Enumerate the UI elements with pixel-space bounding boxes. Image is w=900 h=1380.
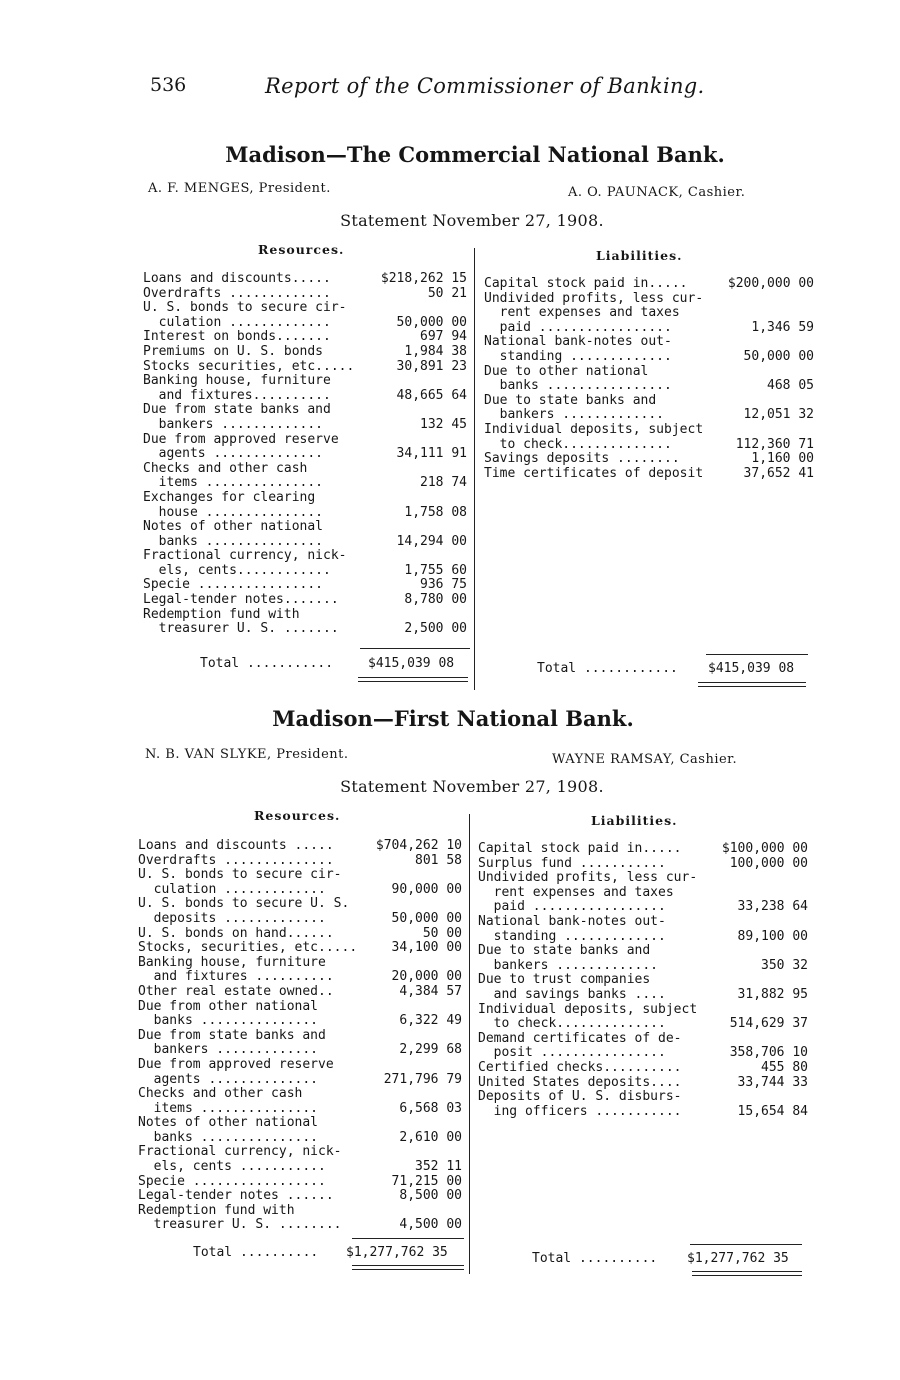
table-row — [143, 316, 473, 331]
row-label: banks ............... — [138, 1013, 319, 1029]
table-row — [484, 277, 814, 292]
president-line: A. F. MENGES, President. — [148, 181, 331, 196]
row-label: Demand certificates of de- — [478, 1030, 682, 1046]
total-label: Total .......... — [532, 1251, 658, 1266]
table-row — [138, 1175, 468, 1190]
row-label: Overdrafts ............. — [143, 285, 331, 301]
table-row — [478, 1032, 808, 1047]
table-row — [138, 912, 468, 927]
table-row — [143, 608, 473, 623]
row-amount: 15,654 84 — [737, 1103, 808, 1119]
row-label: Savings deposits ........ — [484, 451, 680, 467]
row-label: Surplus fund ........... — [478, 855, 666, 871]
table-row — [143, 345, 473, 360]
resources-table — [138, 839, 468, 1233]
table-row — [138, 1043, 468, 1058]
row-label: Other real estate owned.. — [138, 983, 334, 999]
table-row — [143, 491, 473, 506]
table-row — [138, 897, 468, 912]
row-label: to check.............. — [478, 1016, 666, 1032]
row-label: bankers ............. — [484, 407, 665, 423]
table-row — [143, 476, 473, 491]
double-rule — [692, 1275, 802, 1276]
table-row — [143, 301, 473, 316]
row-amount: 112,360 71 — [735, 436, 814, 452]
row-amount: 468 05 — [767, 378, 814, 394]
table-row — [143, 272, 473, 287]
row-amount: 352 11 — [415, 1159, 462, 1175]
table-row — [478, 988, 808, 1003]
row-label: Due from state banks and — [143, 402, 331, 418]
row-amount: 34,100 00 — [391, 940, 462, 956]
table-row — [484, 394, 814, 409]
table-row — [138, 1160, 468, 1175]
liabilities-heading: Liabilities. — [591, 813, 678, 828]
table-row — [478, 930, 808, 945]
row-label: Due from approved reserve — [138, 1056, 334, 1072]
row-label: Banking house, furniture — [138, 954, 326, 970]
row-amount: 33,238 64 — [737, 899, 808, 915]
table-row — [484, 438, 814, 453]
table-row — [478, 857, 808, 872]
total-rule — [706, 654, 808, 655]
row-label: posit ................ — [478, 1045, 666, 1061]
row-label: Certified checks.......... — [478, 1059, 682, 1075]
row-label: Fractional currency, nick- — [138, 1144, 342, 1160]
row-label: paid ................. — [478, 899, 666, 915]
row-amount: 2,299 68 — [399, 1042, 462, 1058]
table-row — [143, 403, 473, 418]
table-row — [143, 330, 473, 345]
double-rule — [352, 1265, 464, 1266]
row-label: Undivided profits, less cur- — [484, 290, 704, 306]
row-label: banks ............... — [138, 1129, 319, 1145]
row-label: Overdrafts .............. — [138, 852, 334, 868]
table-row — [478, 1105, 808, 1120]
row-label: treasurer U. S. ....... — [143, 621, 339, 637]
row-amount: 218 74 — [420, 475, 467, 491]
row-amount: 100,000 00 — [729, 855, 808, 871]
row-label: items ............... — [138, 1100, 319, 1116]
table-row — [478, 944, 808, 959]
row-label: items ............... — [143, 475, 324, 491]
table-row — [484, 335, 814, 350]
row-label: Notes of other national — [138, 1115, 319, 1131]
table-row — [138, 1058, 468, 1073]
row-amount: 14,294 00 — [396, 533, 467, 549]
row-label: Stocks securities, etc..... — [143, 358, 355, 374]
row-label: rent expenses and taxes — [484, 305, 680, 321]
table-row — [143, 433, 473, 448]
cashier-line: A. O. PAUNACK, Cashier. — [568, 185, 746, 200]
row-label: Notes of other national — [143, 519, 324, 535]
row-label: Due from other national — [138, 998, 319, 1014]
row-amount: 50,000 00 — [396, 314, 467, 330]
row-label: National bank-notes out- — [478, 913, 666, 929]
row-label: els, cents............ — [143, 562, 331, 578]
resources-table — [143, 272, 473, 637]
total-rule — [352, 1238, 464, 1239]
row-label: Deposits of U. S. disburs- — [478, 1089, 682, 1105]
row-label: Legal-tender notes....... — [143, 592, 339, 608]
table-row — [143, 447, 473, 462]
row-label: agents .............. — [138, 1071, 319, 1087]
row-amount: 936 75 — [420, 577, 467, 593]
statement-date: Statement November 27, 1908. — [340, 211, 604, 230]
row-amount: 31,882 95 — [737, 986, 808, 1002]
table-row — [484, 292, 814, 307]
row-amount: 358,706 10 — [729, 1045, 808, 1061]
table-row — [484, 467, 814, 482]
row-amount: 1,346 59 — [751, 319, 814, 335]
table-row — [484, 452, 814, 467]
table-row — [138, 970, 468, 985]
table-row — [484, 306, 814, 321]
row-label: Banking house, furniture — [143, 373, 331, 389]
table-row — [138, 956, 468, 971]
row-amount: 50,000 00 — [391, 910, 462, 926]
row-amount: 132 45 — [420, 416, 467, 432]
table-row — [484, 408, 814, 423]
table-row — [138, 1014, 468, 1029]
row-label: Due to other national — [484, 363, 649, 379]
row-label: Fractional currency, nick- — [143, 548, 347, 564]
row-amount: 34,111 91 — [396, 446, 467, 462]
table-row — [478, 900, 808, 915]
row-label: Capital stock paid in..... — [478, 841, 682, 856]
table-row — [138, 854, 468, 869]
row-label: rent expenses and taxes — [478, 884, 674, 900]
table-row — [138, 1204, 468, 1219]
table-row — [484, 321, 814, 336]
row-label: culation ............. — [143, 314, 331, 330]
row-amount: 8,500 00 — [399, 1188, 462, 1204]
total-resources: $415,039 08 — [368, 656, 455, 671]
table-row — [138, 1102, 468, 1117]
row-label: and fixtures.......... — [143, 387, 331, 403]
bank-title-first-national: Madison—First National Bank. — [272, 706, 634, 731]
row-amount: $200,000 00 — [727, 276, 814, 291]
row-label: house ............... — [143, 504, 324, 520]
total-label: Total ........... — [200, 656, 334, 671]
row-label: Due from state banks and — [138, 1027, 326, 1043]
table-row — [143, 578, 473, 593]
table-row — [138, 868, 468, 883]
row-amount: 89,100 00 — [737, 928, 808, 944]
row-amount: 455 80 — [761, 1059, 808, 1075]
row-label: Checks and other cash — [143, 460, 308, 476]
table-row — [138, 1000, 468, 1015]
table-row — [478, 1003, 808, 1018]
liabilities-table — [484, 277, 814, 481]
row-amount: 50,000 00 — [743, 348, 814, 364]
table-row — [138, 941, 468, 956]
double-rule — [352, 1269, 464, 1270]
president-line: N. B. VAN SLYKE, President. — [145, 747, 349, 762]
row-amount: $218,262 15 — [380, 271, 467, 286]
table-row — [143, 374, 473, 389]
row-label: ing officers ........... — [478, 1103, 682, 1119]
table-row — [478, 915, 808, 930]
table-row — [478, 973, 808, 988]
table-row — [484, 350, 814, 365]
row-label: bankers ............. — [138, 1042, 319, 1058]
row-label: Due to trust companies — [478, 972, 651, 988]
row-label: Individual deposits, subject — [478, 1001, 698, 1017]
row-label: United States deposits.... — [478, 1074, 682, 1090]
column-divider — [469, 814, 470, 1274]
row-label: standing ............. — [478, 928, 666, 944]
row-amount: 1,758 08 — [404, 504, 467, 520]
row-label: and fixtures .......... — [138, 969, 334, 985]
row-amount: 514,629 37 — [729, 1016, 808, 1032]
row-label: Due to state banks and — [484, 392, 657, 408]
row-label: Time certificates of deposit — [484, 465, 704, 481]
row-label: Loans and discounts..... — [143, 271, 331, 286]
row-label: deposits ............. — [138, 910, 326, 926]
table-row — [138, 839, 468, 854]
total-label: Total .......... — [193, 1245, 319, 1260]
row-label: to check.............. — [484, 436, 672, 452]
row-label: U. S. bonds to secure cir- — [143, 300, 347, 316]
total-rule — [690, 1244, 802, 1245]
table-row — [478, 1076, 808, 1091]
row-amount: 30,891 23 — [396, 358, 467, 374]
table-row — [484, 379, 814, 394]
double-rule — [698, 686, 806, 687]
row-amount: 6,568 03 — [399, 1100, 462, 1116]
row-amount: 2,610 00 — [399, 1129, 462, 1145]
statement-date: Statement November 27, 1908. — [340, 777, 604, 796]
row-amount: 1,755 60 — [404, 562, 467, 578]
row-label: banks ................ — [484, 378, 672, 394]
row-label: Interest on bonds....... — [143, 329, 331, 345]
table-row — [138, 1189, 468, 1204]
double-rule — [358, 677, 468, 678]
row-label: standing ............. — [484, 348, 672, 364]
table-row — [478, 871, 808, 886]
table-row — [143, 564, 473, 579]
row-label: paid ................. — [484, 319, 672, 335]
row-amount: 4,384 57 — [399, 983, 462, 999]
row-label: Individual deposits, subject — [484, 421, 704, 437]
table-row — [478, 1046, 808, 1061]
row-label: treasurer U. S. ........ — [138, 1217, 342, 1233]
double-rule — [692, 1271, 802, 1272]
double-rule — [358, 681, 468, 682]
table-row — [143, 520, 473, 535]
table-row — [143, 622, 473, 637]
row-amount: 350 32 — [761, 957, 808, 973]
table-row — [143, 360, 473, 375]
row-amount: 33,744 33 — [737, 1074, 808, 1090]
row-label: agents .............. — [143, 446, 324, 462]
cashier-line: WAYNE RAMSAY, Cashier. — [552, 752, 738, 767]
table-row — [138, 1073, 468, 1088]
row-label: U. S. bonds on hand...... — [138, 925, 334, 941]
table-row — [478, 886, 808, 901]
row-amount: 48,665 64 — [396, 387, 467, 403]
table-row — [484, 365, 814, 380]
row-label: Checks and other cash — [138, 1086, 303, 1102]
row-label: Premiums on U. S. bonds — [143, 343, 324, 359]
table-row — [138, 883, 468, 898]
row-label: U. S. bonds to secure U. S. — [138, 896, 350, 912]
total-liabilities: $1,277,762 35 — [687, 1251, 789, 1266]
row-amount: 50 00 — [422, 925, 462, 941]
row-label: Due to state banks and — [478, 943, 651, 959]
table-row — [143, 287, 473, 302]
row-amount: 50 21 — [427, 285, 467, 301]
table-row — [478, 959, 808, 974]
table-row — [138, 1218, 468, 1233]
table-row — [138, 1131, 468, 1146]
row-amount: 4,500 00 — [399, 1217, 462, 1233]
running-title: Report of the Commissioner of Banking. — [265, 74, 705, 98]
row-label: bankers ............. — [478, 957, 659, 973]
table-row — [138, 1145, 468, 1160]
row-label: Redemption fund with — [143, 606, 300, 622]
row-amount: 71,215 00 — [391, 1173, 462, 1189]
column-divider — [474, 248, 475, 690]
row-amount: 801 58 — [415, 852, 462, 868]
row-label: bankers ............. — [143, 416, 324, 432]
table-row — [138, 985, 468, 1000]
row-label: Undivided profits, less cur- — [478, 870, 698, 886]
row-label: Loans and discounts ..... — [138, 838, 334, 853]
table-row — [143, 418, 473, 433]
table-row — [143, 593, 473, 608]
resources-heading: Resources. — [258, 242, 345, 257]
table-row — [143, 549, 473, 564]
total-label: Total ............ — [537, 661, 678, 676]
total-rule — [360, 648, 470, 649]
table-row — [138, 1029, 468, 1044]
table-row — [138, 1116, 468, 1131]
row-label: Due from approved reserve — [143, 431, 339, 447]
row-label: Exchanges for clearing — [143, 489, 316, 505]
row-label: National bank-notes out- — [484, 334, 672, 350]
row-amount: $704,262 10 — [375, 838, 462, 853]
double-rule — [698, 682, 806, 683]
row-amount: 12,051 32 — [743, 407, 814, 423]
table-row — [138, 1087, 468, 1102]
liabilities-table — [478, 842, 808, 1119]
row-amount: 271,796 79 — [383, 1071, 462, 1087]
row-label: Specie ................ — [143, 577, 324, 593]
total-resources: $1,277,762 35 — [346, 1245, 448, 1260]
table-row — [484, 423, 814, 438]
row-label: culation ............. — [138, 881, 326, 897]
row-amount: 1,160 00 — [751, 451, 814, 467]
bank-title-commercial-national: Madison—The Commercial National Bank. — [225, 142, 725, 167]
table-row — [143, 535, 473, 550]
row-label: and savings banks .... — [478, 986, 666, 1002]
row-label: U. S. bonds to secure cir- — [138, 867, 342, 883]
row-label: Capital stock paid in..... — [484, 276, 688, 291]
table-row — [143, 506, 473, 521]
row-amount: 20,000 00 — [391, 969, 462, 985]
table-row — [143, 462, 473, 477]
row-amount: 90,000 00 — [391, 881, 462, 897]
table-row — [138, 927, 468, 942]
row-label: els, cents ........... — [138, 1159, 326, 1175]
table-row — [478, 1090, 808, 1105]
row-amount: $100,000 00 — [721, 841, 808, 856]
resources-heading: Resources. — [254, 808, 341, 823]
row-label: Specie ................. — [138, 1173, 326, 1189]
row-amount: 8,780 00 — [404, 592, 467, 608]
page-number: 536 — [150, 74, 187, 96]
table-row — [143, 389, 473, 404]
table-row — [478, 1061, 808, 1076]
table-row — [478, 842, 808, 857]
row-amount: 697 94 — [420, 329, 467, 345]
liabilities-heading: Liabilities. — [596, 248, 683, 263]
table-row — [478, 1017, 808, 1032]
row-amount: 6,322 49 — [399, 1013, 462, 1029]
row-amount: 1,984 38 — [404, 343, 467, 359]
row-label: Redemption fund with — [138, 1202, 295, 1218]
row-label: Legal-tender notes ...... — [138, 1188, 334, 1204]
total-liabilities: $415,039 08 — [708, 661, 795, 676]
row-amount: 37,652 41 — [743, 465, 814, 481]
row-amount: 2,500 00 — [404, 621, 467, 637]
row-label: banks ............... — [143, 533, 324, 549]
row-label: Stocks, securities, etc..... — [138, 940, 358, 956]
